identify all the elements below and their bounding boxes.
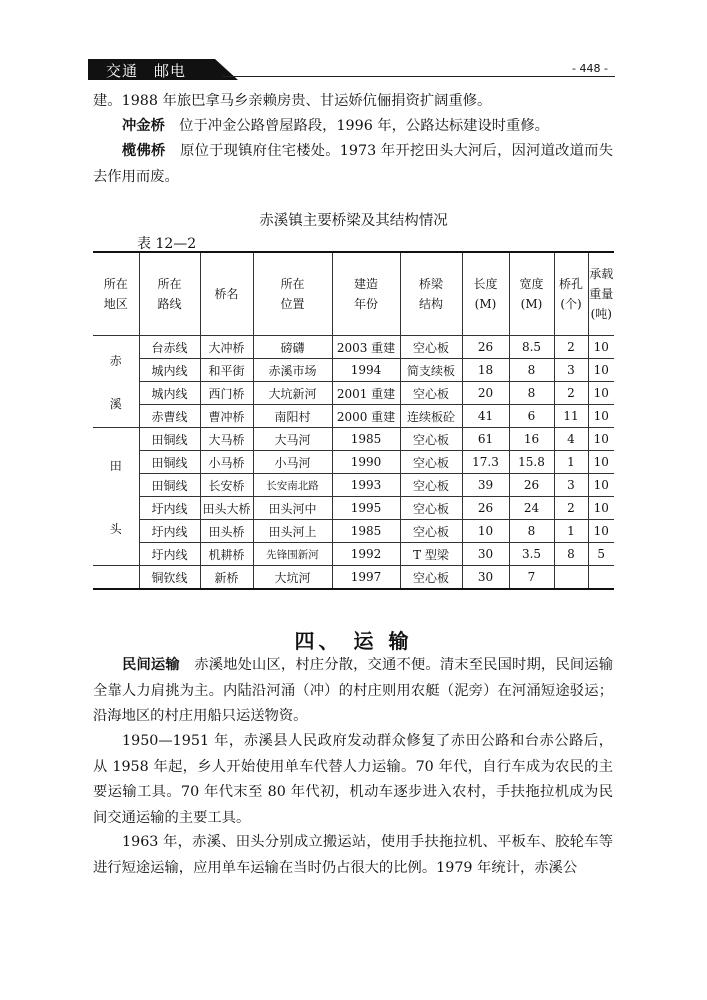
table-cell: 城内线: [139, 382, 200, 405]
table-header-text: (吨): [590, 307, 612, 321]
table-header-text: 位置: [280, 297, 305, 311]
table-row: [93, 405, 614, 428]
table-body: [93, 336, 614, 590]
table-cell: 8: [509, 520, 554, 543]
table-header-text: 年份: [353, 297, 378, 311]
table-cell: 10: [588, 497, 614, 520]
table-header-cell: [93, 252, 139, 336]
table-cell: 18: [462, 359, 509, 382]
table-header-text: 桥名: [214, 287, 239, 301]
table-cell: 圩内线: [139, 497, 200, 520]
table-cell: 41: [462, 405, 509, 428]
table-cell: 圩内线: [139, 543, 200, 566]
table-cell: 7: [509, 566, 554, 590]
table-header-text: 所在: [103, 277, 128, 291]
table-cell: 26: [462, 497, 509, 520]
table-cell: 1985: [332, 520, 400, 543]
table-cell: 1994: [332, 359, 400, 382]
table-cell: 5: [588, 543, 614, 566]
table-cell: 曹冲桥: [200, 405, 253, 428]
region-char: 头: [109, 521, 122, 536]
table-cell: 2003 重建: [332, 336, 400, 359]
table-cell: 10: [588, 451, 614, 474]
table-cell: 磅礴: [253, 336, 332, 359]
table-header-text: 桥梁: [418, 277, 443, 291]
table-cell: 39: [462, 474, 509, 497]
table-header-text: 路线: [157, 297, 182, 311]
table-cell: 10: [588, 405, 614, 428]
folk-transport-heading: 民间运输: [122, 657, 180, 673]
table-cell: 8.5: [509, 336, 554, 359]
table-cell: 16: [509, 428, 554, 451]
table-cell: 先锋围新河: [253, 543, 332, 566]
table-header-text: 地区: [103, 297, 128, 311]
table-cell: 10: [588, 474, 614, 497]
table-header-text: 所在: [157, 277, 182, 291]
table-cell: 空心板: [400, 497, 462, 520]
table-cell: 8: [509, 382, 554, 405]
table-cell: 10: [462, 520, 509, 543]
table-cell: 2000 重建: [332, 405, 400, 428]
table-caption: 赤溪镇主要桥梁及其结构情况: [259, 213, 448, 229]
table-cell: 1993: [332, 474, 400, 497]
table-cell: [588, 566, 614, 590]
table-cell: 长安南北路: [253, 474, 332, 497]
table-header-cell: [588, 252, 614, 336]
table-cell: 3: [554, 474, 588, 497]
table-header-cell: [554, 252, 588, 336]
table-header-text: 结构: [418, 297, 443, 311]
table-cell: 田铜线: [139, 451, 200, 474]
table-number: 表 12—2: [137, 236, 197, 252]
lanfo-bridge-text: 原位于现镇府住宅楼处。1973 年开挖田头大河后，因河道改道而失去作用而废。: [93, 143, 613, 185]
table-header-cell: [332, 252, 400, 336]
table-header-cell: [139, 252, 200, 336]
table-cell: 大坑河: [253, 566, 332, 590]
table-cell: 3.5: [509, 543, 554, 566]
table-cell: 4: [554, 428, 588, 451]
lanfo-bridge-name: 榄佛桥: [122, 143, 166, 159]
table-row: [93, 359, 614, 382]
table-cell: 赤溪市场: [253, 359, 332, 382]
table-cell: 赤曹线: [139, 405, 200, 428]
table-cell: 17.3: [462, 451, 509, 474]
table-cell: 1: [554, 451, 588, 474]
header-section-title: 交通 邮电: [106, 62, 187, 80]
table-cell: 田铜线: [139, 428, 200, 451]
table-cell: 空心板: [400, 474, 462, 497]
bicycle-era-paragraph: 1950—1951 年，赤溪县人民政府发动群众修复了赤田公路和台赤公路后，从 1958 年起，乡人开始使用单车代替人力运输。70 年代，自行车成为农民的主要运输工具。70 年代末至 80 年代初，机动车逐步进入农村，手扶拖拉机成为民间交通运输的主要工具。: [93, 733, 613, 826]
table-cell: 大马河: [253, 428, 332, 451]
header-rule: [222, 76, 615, 77]
table-header-text: 桥孔: [558, 277, 583, 291]
table-cell: 3: [554, 359, 588, 382]
table-cell: 城内线: [139, 359, 200, 382]
table-cell: 30: [462, 566, 509, 590]
table-cell: 田铜线: [139, 474, 200, 497]
table-cell: 空心板: [400, 566, 462, 590]
region-char: 溪: [109, 396, 122, 411]
table-cell: 61: [462, 428, 509, 451]
table-row: [93, 543, 614, 566]
table-cell: 新桥: [200, 566, 253, 590]
chongjin-bridge-paragraph: [93, 114, 613, 140]
table-cell: 田头河上: [253, 520, 332, 543]
intro-paragraph-continued: [93, 89, 613, 115]
table-cell: 大坑新河: [253, 382, 332, 405]
table-cell: 圩内线: [139, 520, 200, 543]
table-cell: 1997: [332, 566, 400, 590]
lanfo-bridge-paragraph: [93, 139, 613, 190]
table-cell: 1995: [332, 497, 400, 520]
table-cell: 15.8: [509, 451, 554, 474]
table-header-text: 宽度: [519, 277, 544, 291]
table-cell: 小马桥: [200, 451, 253, 474]
table-cell: 简支续板: [400, 359, 462, 382]
table-cell: 西门桥: [200, 382, 253, 405]
table-header-cell: [200, 252, 253, 336]
chongjin-bridge-name: 冲金桥: [122, 118, 165, 134]
region-char: 赤: [109, 353, 122, 368]
section-title: 四、 运 输: [294, 629, 413, 653]
table-row: [93, 474, 614, 497]
table-cell: [554, 566, 588, 590]
table-row: [93, 497, 614, 520]
table-header-cell: [400, 252, 462, 336]
table-cell: 8: [509, 359, 554, 382]
table-cell: 和平街: [200, 359, 253, 382]
transport-station-paragraph: 1963 年，赤溪、田头分别成立搬运站，使用手扶拖拉机、平板车、胶轮车等进行短途运输，应用单车运输在当时仍占很大的比例。1979 年统计，赤溪公: [93, 834, 613, 876]
table-cell: 连续板砼: [400, 405, 462, 428]
table-header-text: 重量: [589, 287, 614, 301]
table-cell: 1: [554, 520, 588, 543]
table-cell: 田头大桥: [200, 497, 253, 520]
table-header-text: 所在: [280, 277, 305, 291]
table-cell: 空心板: [400, 451, 462, 474]
table-cell: 26: [509, 474, 554, 497]
table-header-cell: [253, 252, 332, 336]
table-cell: 2: [554, 497, 588, 520]
table-cell: 10: [588, 359, 614, 382]
table-row: [93, 382, 614, 405]
table-header-cell: [509, 252, 554, 336]
table-header-text: 承载: [589, 267, 614, 281]
table-cell: T 型梁: [400, 543, 462, 566]
table-cell: 小马河: [253, 451, 332, 474]
table-cell: 2: [554, 382, 588, 405]
table-row: [93, 566, 614, 590]
table-cell: 24: [509, 497, 554, 520]
table-cell: 10: [588, 428, 614, 451]
table-cell: 空心板: [400, 520, 462, 543]
table-header-text: 建造: [353, 277, 378, 291]
page-number: - 448 -: [572, 62, 608, 75]
table-cell: 1990: [332, 451, 400, 474]
chongjin-bridge-text: 位于冲金公路曾屋路段，1996 年，公路达标建设时重修。: [164, 118, 549, 134]
table-header-text: (M): [474, 297, 497, 311]
table-cell: 11: [554, 405, 588, 428]
table-cell: 大冲桥: [200, 336, 253, 359]
table-cell: 田头河中: [253, 497, 332, 520]
table-cell: 空心板: [400, 382, 462, 405]
table-header-text: (M): [520, 297, 543, 311]
table-cell: 1992: [332, 543, 400, 566]
table-cell: 大马桥: [200, 428, 253, 451]
header-section-tab: [88, 59, 238, 80]
table-cell: 26: [462, 336, 509, 359]
region-cell: [93, 566, 139, 590]
table-cell: 20: [462, 382, 509, 405]
table-cell: 台赤线: [139, 336, 200, 359]
table-cell: 1985: [332, 428, 400, 451]
table-cell: 空心板: [400, 428, 462, 451]
region-char: 田: [109, 458, 122, 473]
table-header-cell: [462, 252, 509, 336]
table-cell: 田头桥: [200, 520, 253, 543]
bridge-table: [93, 251, 614, 590]
table-row: [93, 428, 614, 451]
table-cell: 6: [509, 405, 554, 428]
table-row: [93, 336, 614, 359]
table-cell: 30: [462, 543, 509, 566]
table-cell: 2001 重建: [332, 382, 400, 405]
table-cell: 机耕桥: [200, 543, 253, 566]
table-cell: 8: [554, 543, 588, 566]
folk-transport-paragraph: [93, 653, 613, 730]
table-cell: 2: [554, 336, 588, 359]
region-cell: [93, 428, 139, 566]
intro-line: 建。1988 年旅巴拿马乡亲赖房贵、甘运娇伉俪捐资扩阔重修。: [93, 93, 492, 109]
table-cell: 10: [588, 520, 614, 543]
table-cell: 空心板: [400, 336, 462, 359]
table-cell: 10: [588, 382, 614, 405]
table-cell: 南阳村: [253, 405, 332, 428]
region-cell: [93, 336, 139, 428]
folk-transport-text: 赤溪地处山区，村庄分散，交通不便。清末至民国时期，民间运输全靠人力肩挑为主。内陆沿河涌（冲）的村庄则用农艇（泥旁）在河涌短途驳运；沿海地区的村庄用船只运送物资。: [93, 657, 614, 724]
table-cell: 铜钦线: [139, 566, 200, 590]
table-row: [93, 520, 614, 543]
table-row: [93, 451, 614, 474]
table-header-text: 长度: [473, 277, 498, 291]
table-header-row: [93, 252, 614, 336]
table-cell: 10: [588, 336, 614, 359]
table-header-text: (个): [560, 297, 582, 311]
table-cell: 长安桥: [200, 474, 253, 497]
